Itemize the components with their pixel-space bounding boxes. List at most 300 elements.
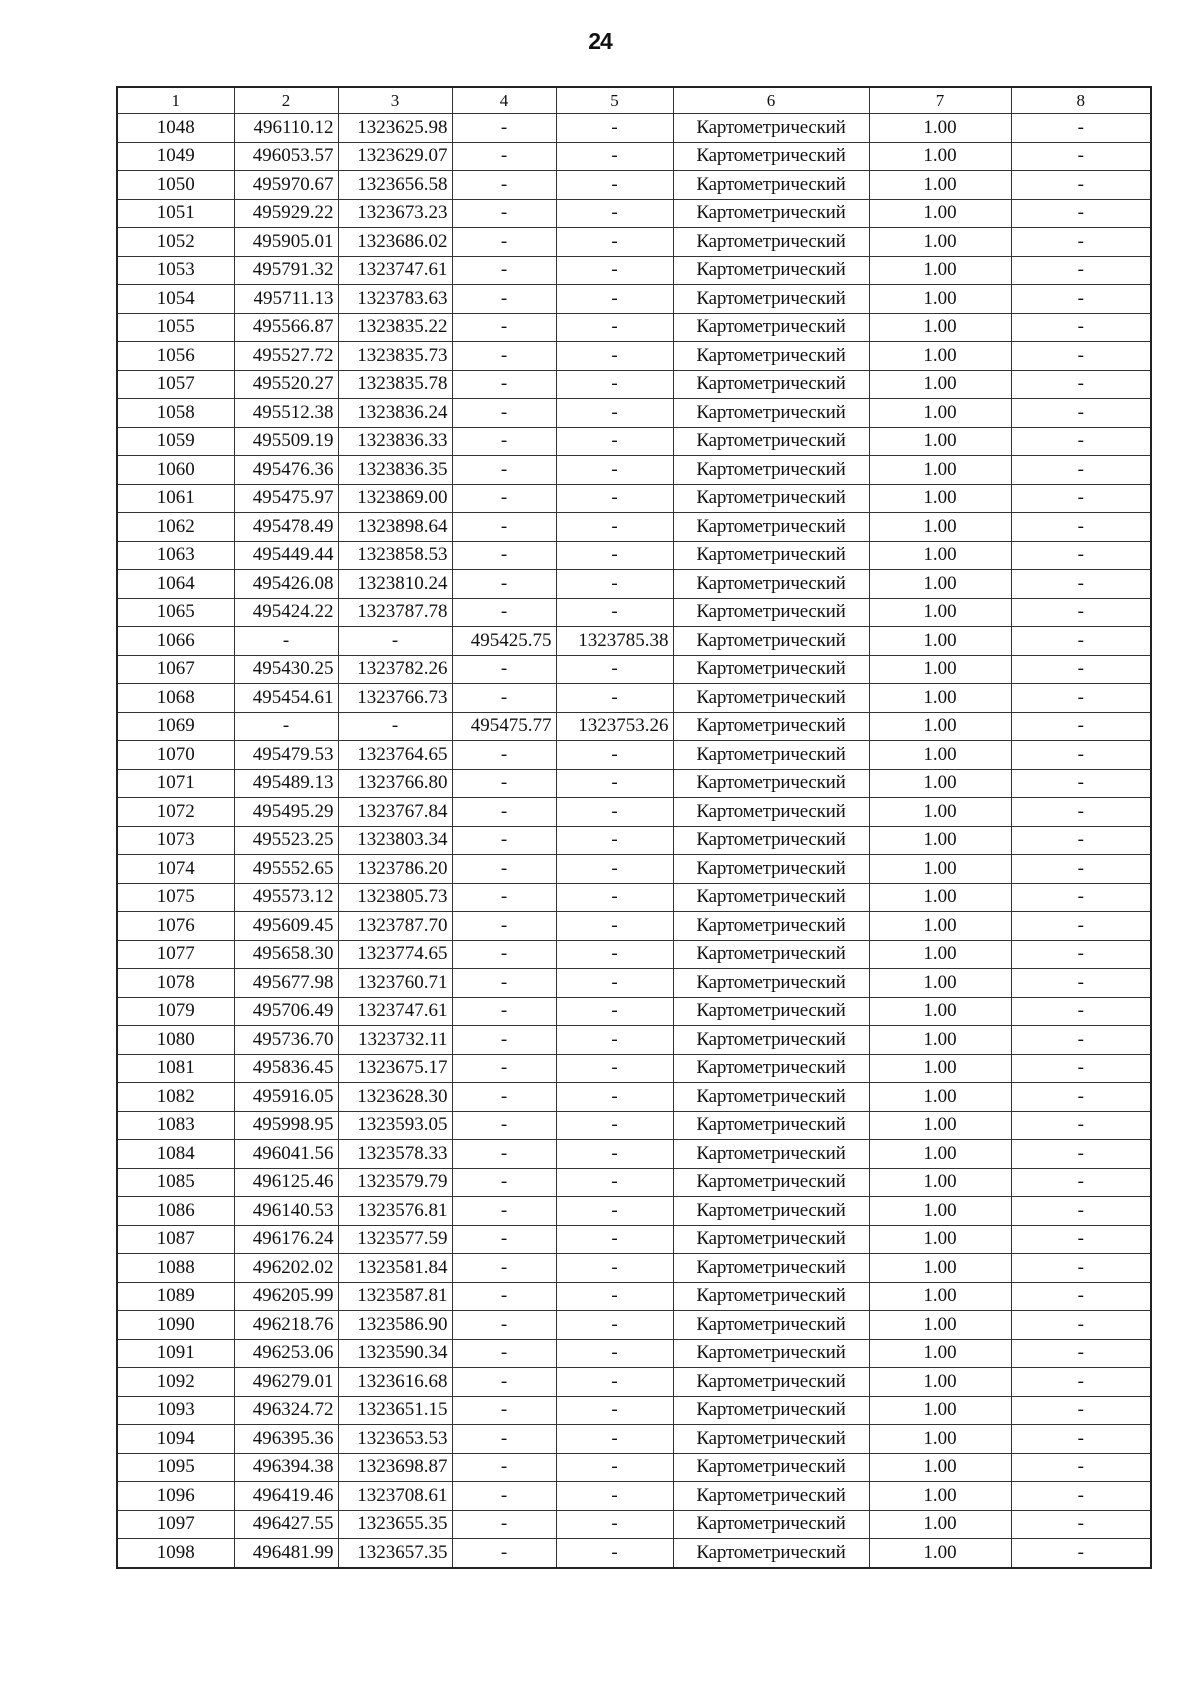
table-row (117, 912, 1151, 941)
cell-accuracy: 1.00 (869, 541, 1011, 570)
cell-x-coordinate: 496205.99 (234, 1282, 338, 1311)
cell-x-coordinate: 496125.46 (234, 1168, 338, 1197)
cell-y-coordinate: 1323810.24 (338, 570, 452, 599)
cell-accuracy: 1.00 (869, 114, 1011, 143)
cell-method: Картометрический (673, 142, 869, 171)
cell-x-coordinate: 495998.95 (234, 1111, 338, 1140)
cell-x-coordinate-alt: - (452, 1339, 556, 1368)
cell-y-coordinate-alt: - (556, 1396, 673, 1425)
cell-point-number: 1050 (117, 171, 234, 200)
cell-accuracy: 1.00 (869, 883, 1011, 912)
table-row (117, 627, 1151, 656)
cell-point-number: 1070 (117, 741, 234, 770)
table-row (117, 342, 1151, 371)
cell-x-coordinate: 496394.38 (234, 1453, 338, 1482)
cell-point-number: 1067 (117, 655, 234, 684)
cell-x-coordinate: 496279.01 (234, 1368, 338, 1397)
cell-x-coordinate-alt: - (452, 399, 556, 428)
cell-method: Картометрический (673, 655, 869, 684)
cell-description: - (1011, 1368, 1151, 1397)
cell-y-coordinate-alt: - (556, 142, 673, 171)
table-row (117, 1425, 1151, 1454)
cell-x-coordinate: 496140.53 (234, 1197, 338, 1226)
cell-description: - (1011, 1168, 1151, 1197)
cell-y-coordinate: 1323656.58 (338, 171, 452, 200)
cell-x-coordinate-alt: - (452, 1197, 556, 1226)
cell-x-coordinate: - (234, 627, 338, 656)
cell-accuracy: 1.00 (869, 1026, 1011, 1055)
cell-y-coordinate-alt: - (556, 1197, 673, 1226)
cell-accuracy: 1.00 (869, 256, 1011, 285)
cell-x-coordinate: 495836.45 (234, 1054, 338, 1083)
cell-y-coordinate: 1323625.98 (338, 114, 452, 143)
cell-x-coordinate-alt: - (452, 741, 556, 770)
cell-x-coordinate: 495706.49 (234, 997, 338, 1026)
cell-accuracy: 1.00 (869, 513, 1011, 542)
table-row (117, 456, 1151, 485)
table-row (117, 427, 1151, 456)
cell-point-number: 1079 (117, 997, 234, 1026)
cell-method: Картометрический (673, 1282, 869, 1311)
cell-y-coordinate: 1323747.61 (338, 997, 452, 1026)
table-row (117, 1225, 1151, 1254)
cell-x-coordinate: - (234, 712, 338, 741)
cell-y-coordinate: 1323587.81 (338, 1282, 452, 1311)
cell-y-coordinate: 1323698.87 (338, 1453, 452, 1482)
cell-method: Картометрический (673, 997, 869, 1026)
cell-y-coordinate: 1323576.81 (338, 1197, 452, 1226)
cell-description: - (1011, 655, 1151, 684)
cell-x-coordinate: 495552.65 (234, 855, 338, 884)
cell-accuracy: 1.00 (869, 1510, 1011, 1539)
cell-x-coordinate-alt: - (452, 684, 556, 713)
cell-x-coordinate-alt: - (452, 598, 556, 627)
table-row (117, 1282, 1151, 1311)
cell-method: Картометрический (673, 1368, 869, 1397)
cell-accuracy: 1.00 (869, 769, 1011, 798)
cell-accuracy: 1.00 (869, 456, 1011, 485)
cell-point-number: 1095 (117, 1453, 234, 1482)
cell-x-coordinate-alt: - (452, 1083, 556, 1112)
cell-y-coordinate-alt: - (556, 969, 673, 998)
cell-method: Картометрический (673, 1111, 869, 1140)
cell-y-coordinate: 1323581.84 (338, 1254, 452, 1283)
cell-y-coordinate: 1323655.35 (338, 1510, 452, 1539)
cell-description: - (1011, 1539, 1151, 1568)
cell-x-coordinate: 495609.45 (234, 912, 338, 941)
cell-method: Картометрический (673, 940, 869, 969)
table-row (117, 228, 1151, 257)
cell-point-number: 1082 (117, 1083, 234, 1112)
table-row (117, 741, 1151, 770)
coordinates-table (116, 86, 1152, 1569)
cell-method: Картометрический (673, 712, 869, 741)
cell-accuracy: 1.00 (869, 712, 1011, 741)
cell-description: - (1011, 1026, 1151, 1055)
cell-point-number: 1059 (117, 427, 234, 456)
cell-description: - (1011, 541, 1151, 570)
cell-y-coordinate: 1323782.26 (338, 655, 452, 684)
cell-description: - (1011, 427, 1151, 456)
cell-y-coordinate: 1323869.00 (338, 484, 452, 513)
cell-y-coordinate: 1323766.80 (338, 769, 452, 798)
cell-y-coordinate: 1323836.33 (338, 427, 452, 456)
cell-accuracy: 1.00 (869, 342, 1011, 371)
cell-y-coordinate-alt: - (556, 1083, 673, 1112)
cell-x-coordinate: 495489.13 (234, 769, 338, 798)
cell-description: - (1011, 1453, 1151, 1482)
cell-description: - (1011, 256, 1151, 285)
cell-accuracy: 1.00 (869, 1168, 1011, 1197)
cell-x-coordinate: 495426.08 (234, 570, 338, 599)
cell-x-coordinate: 495454.61 (234, 684, 338, 713)
cell-x-coordinate: 495677.98 (234, 969, 338, 998)
cell-x-coordinate-alt: - (452, 484, 556, 513)
cell-point-number: 1093 (117, 1396, 234, 1425)
cell-y-coordinate-alt: - (556, 1254, 673, 1283)
cell-y-coordinate-alt: 1323785.38 (556, 627, 673, 656)
cell-accuracy: 1.00 (869, 598, 1011, 627)
cell-point-number: 1088 (117, 1254, 234, 1283)
cell-y-coordinate: 1323675.17 (338, 1054, 452, 1083)
cell-description: - (1011, 1311, 1151, 1340)
cell-accuracy: 1.00 (869, 427, 1011, 456)
cell-description: - (1011, 1282, 1151, 1311)
cell-method: Картометрический (673, 1083, 869, 1112)
cell-x-coordinate: 496176.24 (234, 1225, 338, 1254)
cell-point-number: 1090 (117, 1311, 234, 1340)
cell-accuracy: 1.00 (869, 1339, 1011, 1368)
cell-x-coordinate: 495916.05 (234, 1083, 338, 1112)
cell-y-coordinate: 1323686.02 (338, 228, 452, 257)
cell-point-number: 1091 (117, 1339, 234, 1368)
cell-point-number: 1087 (117, 1225, 234, 1254)
table-row (117, 171, 1151, 200)
cell-y-coordinate-alt: - (556, 456, 673, 485)
table-row (117, 399, 1151, 428)
cell-method: Картометрический (673, 228, 869, 257)
cell-point-number: 1051 (117, 199, 234, 228)
cell-x-coordinate: 495711.13 (234, 285, 338, 314)
cell-x-coordinate-alt: - (452, 798, 556, 827)
cell-method: Картометрический (673, 741, 869, 770)
cell-method: Картометрический (673, 1225, 869, 1254)
cell-x-coordinate-alt: - (452, 855, 556, 884)
cell-point-number: 1057 (117, 370, 234, 399)
cell-description: - (1011, 1482, 1151, 1511)
cell-x-coordinate-alt: - (452, 342, 556, 371)
cell-y-coordinate-alt: - (556, 228, 673, 257)
cell-point-number: 1085 (117, 1168, 234, 1197)
cell-description: - (1011, 1510, 1151, 1539)
cell-method: Картометрический (673, 427, 869, 456)
cell-method: Картометрический (673, 883, 869, 912)
cell-y-coordinate: 1323836.24 (338, 399, 452, 428)
table-row (117, 969, 1151, 998)
cell-y-coordinate: 1323783.63 (338, 285, 452, 314)
cell-method: Картометрический (673, 541, 869, 570)
table-row (117, 883, 1151, 912)
cell-y-coordinate-alt: - (556, 171, 673, 200)
table-row (117, 1083, 1151, 1112)
cell-method: Картометрический (673, 114, 869, 143)
cell-x-coordinate: 495430.25 (234, 655, 338, 684)
cell-description: - (1011, 769, 1151, 798)
cell-point-number: 1055 (117, 313, 234, 342)
cell-method: Картометрический (673, 684, 869, 713)
cell-y-coordinate-alt: - (556, 1026, 673, 1055)
cell-point-number: 1056 (117, 342, 234, 371)
table-row (117, 1026, 1151, 1055)
cell-y-coordinate-alt: - (556, 1282, 673, 1311)
cell-description: - (1011, 1254, 1151, 1283)
table-row (117, 684, 1151, 713)
table-row (117, 598, 1151, 627)
cell-method: Картометрический (673, 1339, 869, 1368)
cell-y-coordinate: 1323657.35 (338, 1539, 452, 1568)
cell-accuracy: 1.00 (869, 228, 1011, 257)
cell-accuracy: 1.00 (869, 171, 1011, 200)
cell-y-coordinate-alt: - (556, 684, 673, 713)
cell-x-coordinate-alt: - (452, 1054, 556, 1083)
cell-description: - (1011, 171, 1151, 200)
cell-accuracy: 1.00 (869, 199, 1011, 228)
cell-y-coordinate-alt: - (556, 1140, 673, 1169)
table-body (117, 114, 1151, 1568)
cell-x-coordinate-alt: - (452, 997, 556, 1026)
cell-y-coordinate-alt: - (556, 1425, 673, 1454)
cell-y-coordinate: 1323651.15 (338, 1396, 452, 1425)
cell-x-coordinate-alt: - (452, 456, 556, 485)
cell-accuracy: 1.00 (869, 741, 1011, 770)
cell-x-coordinate-alt: - (452, 826, 556, 855)
cell-description: - (1011, 684, 1151, 713)
cell-accuracy: 1.00 (869, 1311, 1011, 1340)
column-header-7: 7 (869, 87, 1011, 114)
table-row (117, 1482, 1151, 1511)
cell-y-coordinate-alt: - (556, 997, 673, 1026)
cell-method: Картометрический (673, 1168, 869, 1197)
cell-method: Картометрический (673, 826, 869, 855)
cell-point-number: 1064 (117, 570, 234, 599)
cell-description: - (1011, 456, 1151, 485)
table-header (117, 87, 1151, 114)
cell-y-coordinate: 1323653.53 (338, 1425, 452, 1454)
cell-accuracy: 1.00 (869, 912, 1011, 941)
cell-x-coordinate: 495527.72 (234, 342, 338, 371)
table-row (117, 1311, 1151, 1340)
cell-y-coordinate-alt: - (556, 1168, 673, 1197)
cell-y-coordinate-alt: - (556, 427, 673, 456)
cell-y-coordinate: - (338, 712, 452, 741)
cell-method: Картометрический (673, 313, 869, 342)
header-row (117, 87, 1151, 114)
table-row (117, 285, 1151, 314)
table-row (117, 1539, 1151, 1568)
column-header-1: 1 (117, 87, 234, 114)
cell-x-coordinate: 495475.97 (234, 484, 338, 513)
cell-accuracy: 1.00 (869, 1282, 1011, 1311)
cell-method: Картометрический (673, 1254, 869, 1283)
cell-point-number: 1092 (117, 1368, 234, 1397)
cell-description: - (1011, 1111, 1151, 1140)
cell-point-number: 1049 (117, 142, 234, 171)
cell-x-coordinate: 496253.06 (234, 1339, 338, 1368)
table-row (117, 256, 1151, 285)
cell-y-coordinate: 1323629.07 (338, 142, 452, 171)
cell-description: - (1011, 1054, 1151, 1083)
table-row (117, 1368, 1151, 1397)
cell-method: Картометрический (673, 1510, 869, 1539)
cell-x-coordinate: 496324.72 (234, 1396, 338, 1425)
table-row (117, 1254, 1151, 1283)
cell-y-coordinate: 1323805.73 (338, 883, 452, 912)
cell-x-coordinate-alt: - (452, 285, 556, 314)
cell-accuracy: 1.00 (869, 1054, 1011, 1083)
cell-y-coordinate: 1323787.78 (338, 598, 452, 627)
cell-y-coordinate: 1323579.79 (338, 1168, 452, 1197)
cell-y-coordinate-alt: - (556, 1225, 673, 1254)
cell-method: Картометрический (673, 1140, 869, 1169)
cell-y-coordinate: 1323835.73 (338, 342, 452, 371)
cell-x-coordinate-alt: - (452, 1026, 556, 1055)
table-row (117, 370, 1151, 399)
cell-method: Картометрический (673, 798, 869, 827)
cell-x-coordinate: 496202.02 (234, 1254, 338, 1283)
cell-x-coordinate: 495509.19 (234, 427, 338, 456)
cell-x-coordinate: 495523.25 (234, 826, 338, 855)
cell-y-coordinate-alt: - (556, 342, 673, 371)
cell-y-coordinate: 1323616.68 (338, 1368, 452, 1397)
cell-method: Картометрический (673, 342, 869, 371)
cell-method: Картометрический (673, 256, 869, 285)
cell-description: - (1011, 741, 1151, 770)
cell-y-coordinate-alt: - (556, 199, 673, 228)
cell-x-coordinate-alt: - (452, 1368, 556, 1397)
cell-point-number: 1048 (117, 114, 234, 143)
table-row (117, 940, 1151, 969)
table-row (117, 655, 1151, 684)
table-row (117, 199, 1151, 228)
cell-y-coordinate: 1323774.65 (338, 940, 452, 969)
cell-x-coordinate: 495479.53 (234, 741, 338, 770)
cell-x-coordinate-alt: - (452, 199, 556, 228)
cell-x-coordinate-alt: - (452, 370, 556, 399)
cell-description: - (1011, 712, 1151, 741)
cell-point-number: 1077 (117, 940, 234, 969)
cell-x-coordinate-alt: - (452, 1140, 556, 1169)
cell-description: - (1011, 969, 1151, 998)
cell-description: - (1011, 1396, 1151, 1425)
cell-x-coordinate: 496218.76 (234, 1311, 338, 1340)
cell-accuracy: 1.00 (869, 855, 1011, 884)
table-row (117, 1396, 1151, 1425)
table-row (117, 142, 1151, 171)
cell-description: - (1011, 399, 1151, 428)
table-row (117, 1054, 1151, 1083)
cell-y-coordinate-alt: - (556, 1453, 673, 1482)
cell-y-coordinate: 1323747.61 (338, 256, 452, 285)
cell-x-coordinate-alt: - (452, 655, 556, 684)
cell-method: Картометрический (673, 598, 869, 627)
cell-accuracy: 1.00 (869, 1140, 1011, 1169)
cell-x-coordinate: 495495.29 (234, 798, 338, 827)
cell-y-coordinate: 1323835.78 (338, 370, 452, 399)
cell-x-coordinate: 496041.56 (234, 1140, 338, 1169)
cell-y-coordinate-alt: - (556, 114, 673, 143)
column-header-6: 6 (673, 87, 869, 114)
cell-method: Картометрический (673, 1026, 869, 1055)
cell-point-number: 1074 (117, 855, 234, 884)
column-header-5: 5 (556, 87, 673, 114)
cell-y-coordinate-alt: - (556, 769, 673, 798)
column-header-8: 8 (1011, 87, 1151, 114)
cell-description: - (1011, 627, 1151, 656)
cell-point-number: 1060 (117, 456, 234, 485)
cell-description: - (1011, 484, 1151, 513)
cell-description: - (1011, 598, 1151, 627)
cell-x-coordinate-alt: - (452, 513, 556, 542)
cell-x-coordinate: 495658.30 (234, 940, 338, 969)
cell-description: - (1011, 1425, 1151, 1454)
cell-accuracy: 1.00 (869, 285, 1011, 314)
cell-x-coordinate: 495449.44 (234, 541, 338, 570)
cell-x-coordinate-alt: - (452, 969, 556, 998)
cell-description: - (1011, 855, 1151, 884)
cell-y-coordinate: 1323836.35 (338, 456, 452, 485)
cell-method: Картометрический (673, 769, 869, 798)
cell-point-number: 1089 (117, 1282, 234, 1311)
cell-description: - (1011, 1225, 1151, 1254)
cell-accuracy: 1.00 (869, 969, 1011, 998)
table-row (117, 798, 1151, 827)
cell-x-coordinate: 496110.12 (234, 114, 338, 143)
cell-point-number: 1061 (117, 484, 234, 513)
cell-x-coordinate-alt: - (452, 1453, 556, 1482)
cell-y-coordinate-alt: - (556, 741, 673, 770)
cell-point-number: 1094 (117, 1425, 234, 1454)
cell-method: Картометрический (673, 370, 869, 399)
cell-x-coordinate-alt: - (452, 256, 556, 285)
cell-y-coordinate-alt: - (556, 1510, 673, 1539)
cell-x-coordinate-alt: 495425.75 (452, 627, 556, 656)
cell-y-coordinate-alt: - (556, 855, 673, 884)
cell-method: Картометрический (673, 1311, 869, 1340)
cell-accuracy: 1.00 (869, 1425, 1011, 1454)
cell-point-number: 1072 (117, 798, 234, 827)
cell-method: Картометрический (673, 285, 869, 314)
cell-y-coordinate-alt: - (556, 256, 673, 285)
cell-x-coordinate: 495478.49 (234, 513, 338, 542)
cell-accuracy: 1.00 (869, 1197, 1011, 1226)
cell-description: - (1011, 313, 1151, 342)
cell-x-coordinate-alt: - (452, 1225, 556, 1254)
cell-accuracy: 1.00 (869, 570, 1011, 599)
cell-x-coordinate-alt: 495475.77 (452, 712, 556, 741)
cell-x-coordinate: 495476.36 (234, 456, 338, 485)
cell-point-number: 1078 (117, 969, 234, 998)
cell-y-coordinate-alt: - (556, 1111, 673, 1140)
cell-x-coordinate-alt: - (452, 1111, 556, 1140)
cell-point-number: 1071 (117, 769, 234, 798)
cell-x-coordinate: 496053.57 (234, 142, 338, 171)
cell-x-coordinate-alt: - (452, 883, 556, 912)
column-header-4: 4 (452, 87, 556, 114)
cell-method: Картометрический (673, 1453, 869, 1482)
cell-y-coordinate: 1323898.64 (338, 513, 452, 542)
table-row (117, 769, 1151, 798)
cell-x-coordinate: 495791.32 (234, 256, 338, 285)
